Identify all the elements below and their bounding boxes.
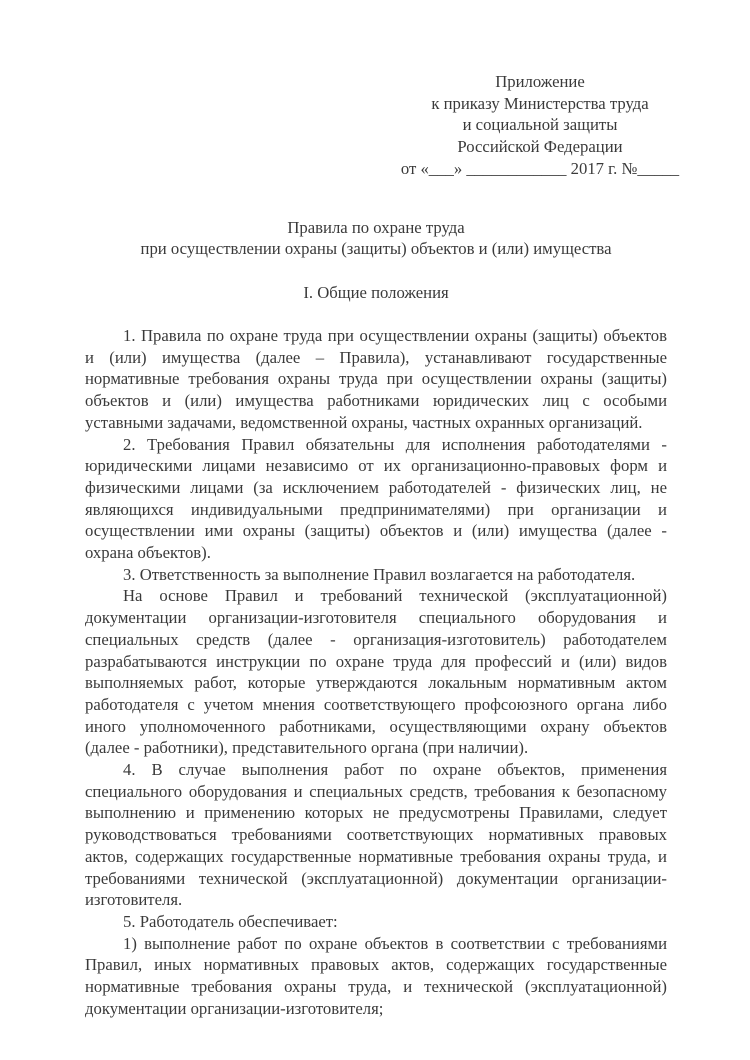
paragraph-5: 5. Работодатель обеспечивает: xyxy=(123,911,338,931)
title-line: при осуществлении охраны (защиты) объектов и (или) имущества xyxy=(140,239,612,259)
document-body xyxy=(85,217,667,1020)
appendix-line: к приказу Министерства труда xyxy=(431,93,649,113)
paragraph-3-continuation: На основе Правил и требований технической (эксплуатационной) документации организации-изготовителя специального оборудования и специальных средств (далее - организация-изготовитель) работодателем разрабатываются инструкции по охране труда для профессий и (или) видов выполняемых работ, которые утверждаются локальным нормативным актом работодателя с учетом мнения соответствующего профсоюзного органа либо иного уполномоченного работниками, осуществляющими охрану объектов (далее - работники), представительного органа (при наличии). xyxy=(85,586,667,758)
paragraph-list xyxy=(85,325,667,1020)
paragraph-1: 1. Правила по охране труда при осуществлении охраны (защиты) объектов и (или) имущества (далее – Правила), устанавливают государственные нормативные требования охраны труда при осуществлении охраны (защиты) объектов и (или) имущества работниками юридических лиц с особыми уставными задачами, ведомственной охраны, частных охранных организаций. xyxy=(85,326,667,432)
appendix-line: Российской Федерации xyxy=(457,137,623,157)
document-title xyxy=(85,217,667,260)
appendix-block xyxy=(385,0,695,180)
appendix-line-date-number: от «___» ____________ 2017 г. №_____ xyxy=(400,158,680,178)
paragraph-5-item-1: 1) выполнение работ по охране объектов в соответствии с требованиями Правил, иных нормативных правовых актов, содержащих государственные нормативные требования охраны труда, и технической (эксплуатационной) документации организации-изготовителя; xyxy=(85,933,667,1018)
appendix-line: Приложение xyxy=(495,72,585,91)
section-heading: I. Общие положения xyxy=(303,282,449,302)
title-line: Правила по охране труда xyxy=(287,217,465,237)
paragraph-2: 2. Требования Правил обязательны для исполнения работодателями - юридическими лицами независимо от их организационно-правовых форм и физическими лицами (за исключением работодателей - физических лиц, не являющихся индивидуальными предпринимателями) при организации и осуществлении ими охраны (защиты) объектов и (или) имущества (далее - охрана объектов). xyxy=(85,434,667,563)
paragraph-4: 4. В случае выполнения работ по охране объектов, применения специального оборудования и специальных средств, требования к безопасному выполнению и применению которых не предусмотрены Правилами, следует руководствоваться требованиями соответствующих нормативных правовых актов, содержащих государственные нормативные требования охраны труда, и требованиями технической (эксплуатационной) документации организации-изготовителя. xyxy=(85,760,667,910)
paragraph-3: 3. Ответственность за выполнение Правил возлагается на работодателя. xyxy=(123,564,636,584)
appendix-line: и социальной защиты xyxy=(462,115,618,135)
